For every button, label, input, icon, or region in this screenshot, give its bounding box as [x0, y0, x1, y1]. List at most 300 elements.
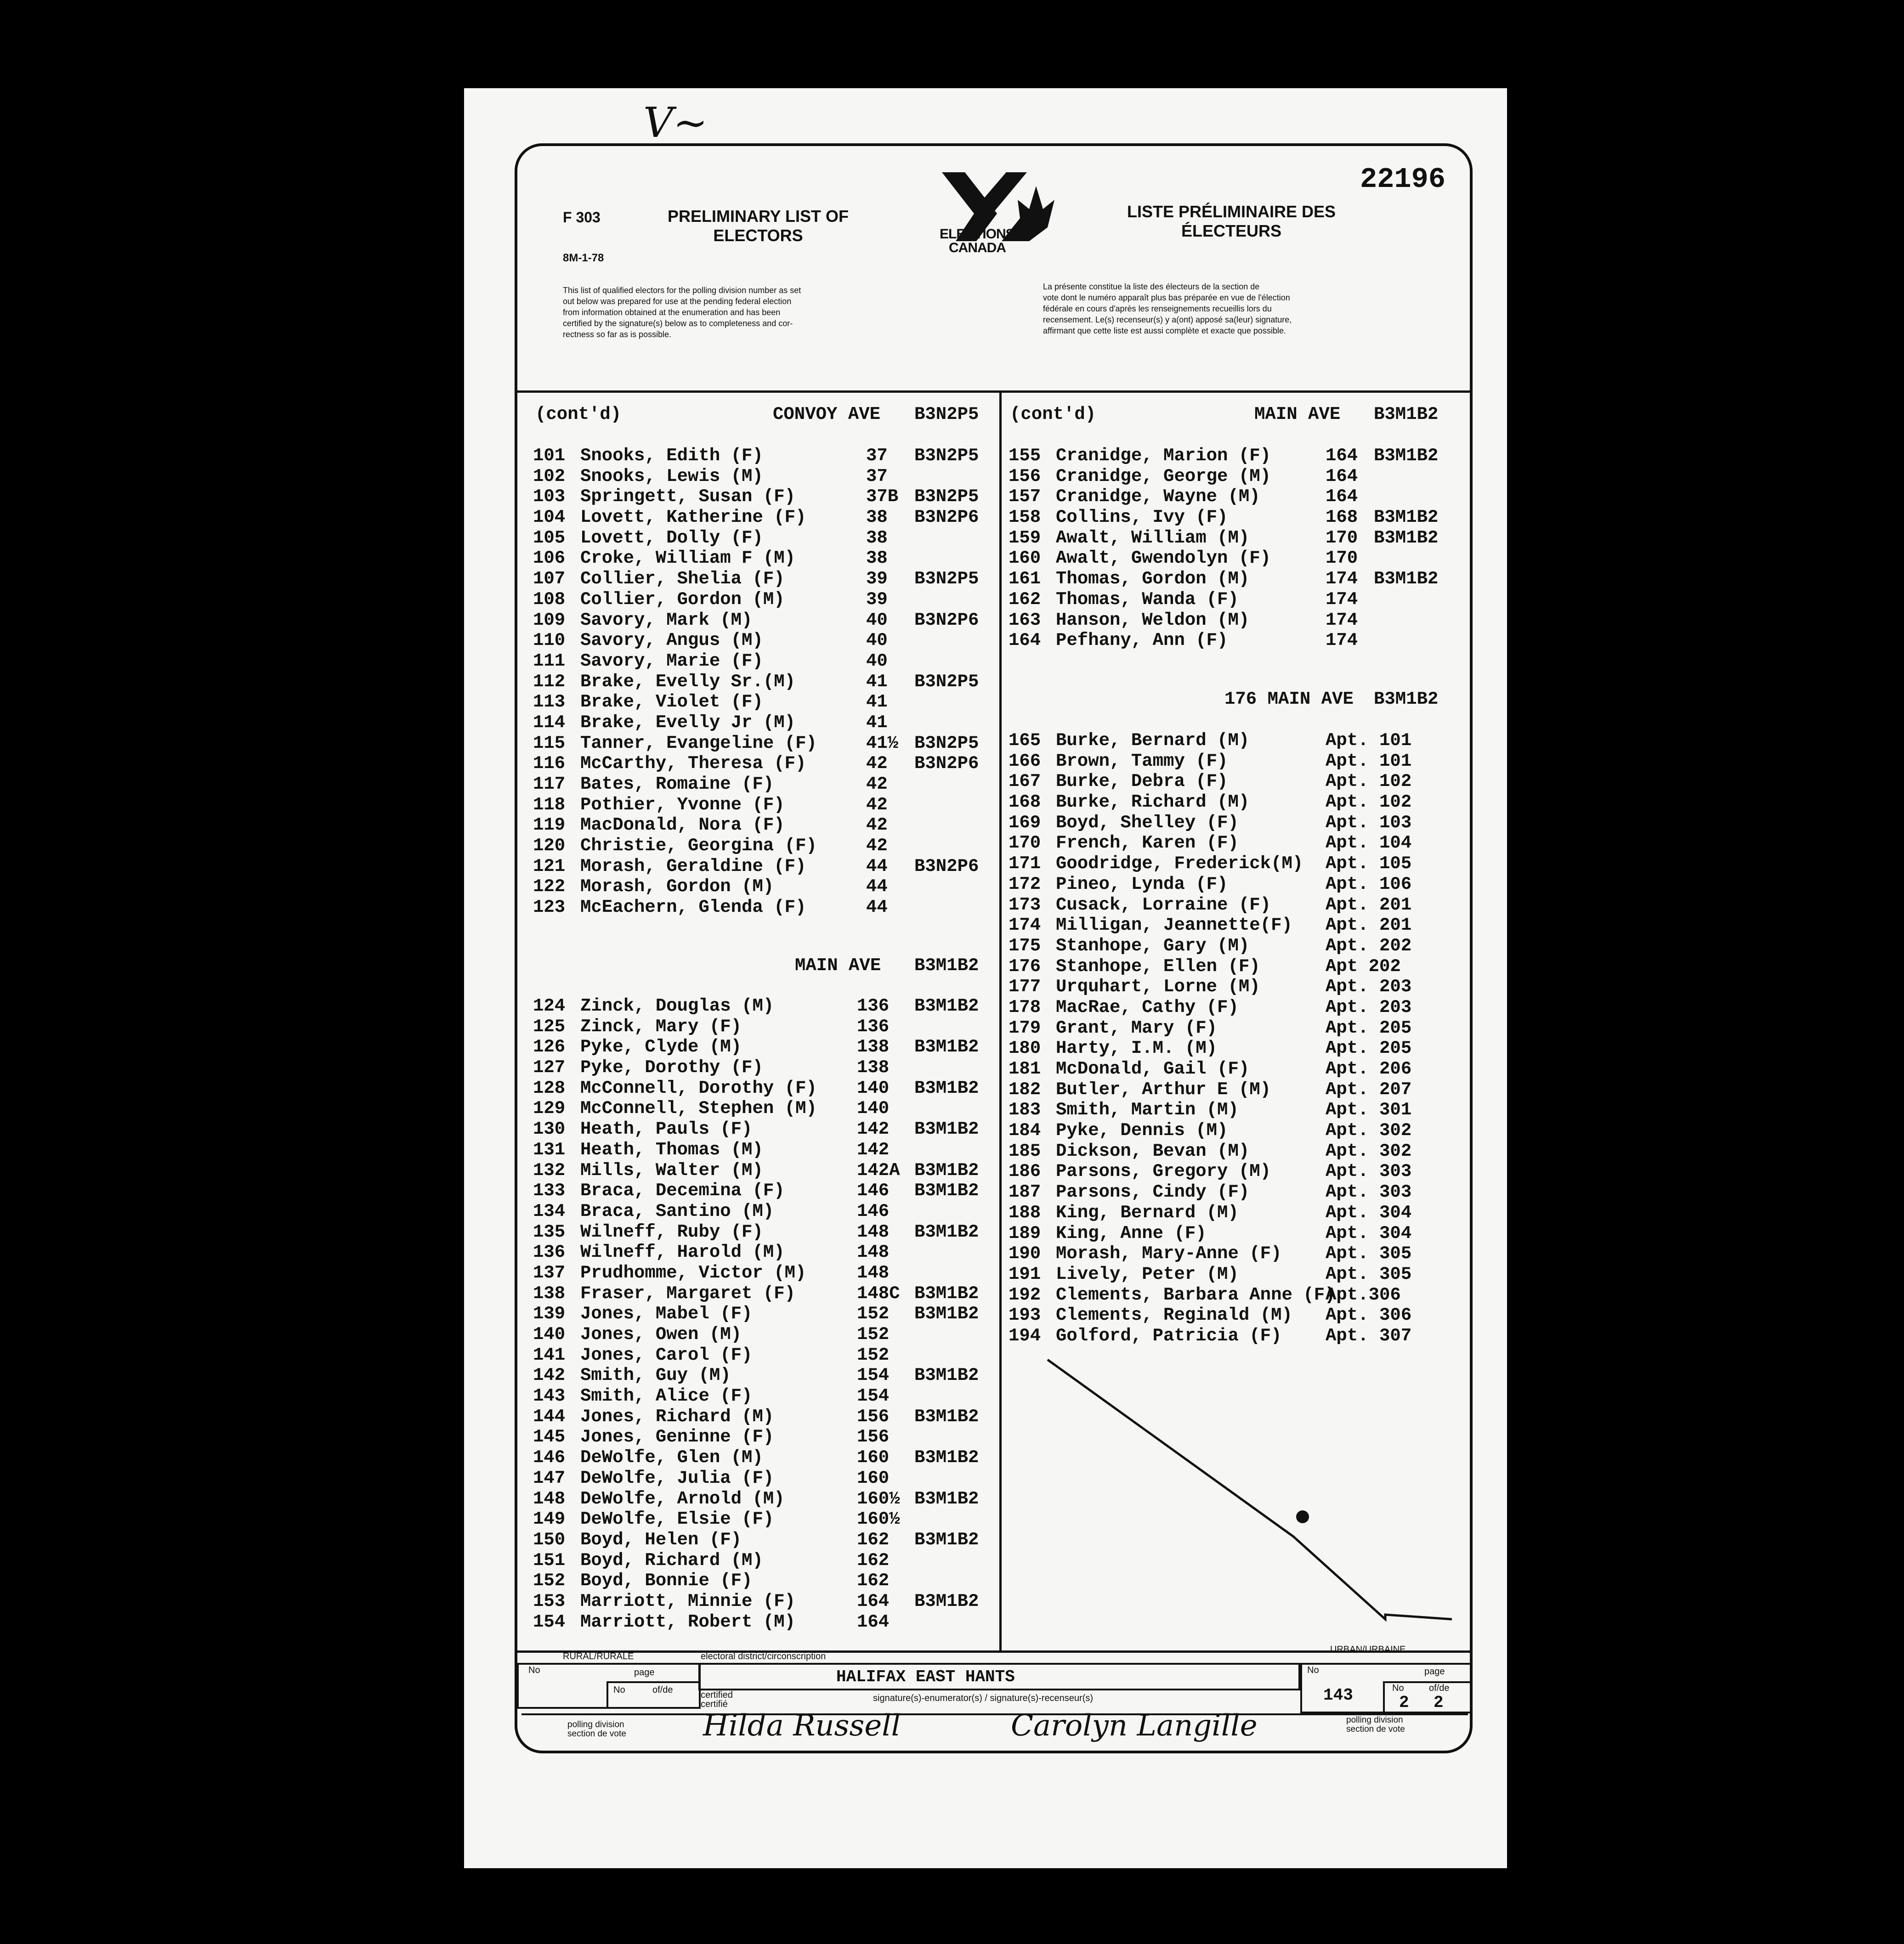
elector-number: 129 — [533, 1098, 566, 1119]
elector-number: 153 — [533, 1591, 566, 1611]
elector-number: 184 — [1009, 1120, 1041, 1141]
elector-number: 123 — [533, 897, 566, 918]
elector-number: 167 — [1009, 771, 1041, 792]
district-label: electoral district/circonscription — [701, 1651, 826, 1661]
elector-address: Apt. 101 — [1326, 751, 1412, 771]
elector-address: 136 — [857, 1016, 890, 1037]
elector-name: Boyd, Shelley (F) — [1056, 812, 1239, 833]
elector-address: 142A — [857, 1160, 900, 1181]
elector-number: 104 — [533, 507, 566, 528]
rural-page-label: page — [634, 1667, 655, 1678]
elector-name: Pineo, Lynda (F) — [1056, 874, 1228, 894]
elector-number: 158 — [1009, 507, 1041, 528]
elector-number: 137 — [533, 1262, 566, 1283]
left-cont-label: (cont'd) — [535, 404, 622, 424]
elector-number: 166 — [1009, 751, 1041, 771]
elector-number: 148 — [533, 1488, 566, 1509]
elector-name: Clements, Reginald (M) — [1056, 1305, 1292, 1326]
elector-address: 140 — [857, 1078, 890, 1098]
elector-address: 38 — [866, 507, 888, 528]
elector-name: Pyke, Dennis (M) — [1056, 1120, 1228, 1141]
elector-address: Apt.306 — [1326, 1284, 1401, 1305]
elector-name: Golford, Patricia (F) — [1056, 1325, 1282, 1346]
elector-name: Lovett, Katherine (F) — [580, 507, 806, 528]
elector-number: 139 — [533, 1304, 566, 1324]
right-cont-label: (cont'd) — [1010, 404, 1096, 424]
elector-address: Apt. 303 — [1326, 1182, 1412, 1203]
elector-number: 128 — [533, 1078, 566, 1098]
elector-name: Lively, Peter (M) — [1056, 1264, 1239, 1284]
elector-name: Fraser, Margaret (F) — [580, 1283, 796, 1304]
elector-address: Apt. 202 — [1326, 935, 1412, 956]
elector-address: 41 — [866, 712, 888, 733]
elections-canada-logo — [937, 168, 1057, 260]
elector-address: 170 — [1326, 548, 1358, 569]
elector-name: Pyke, Clyde (M) — [580, 1037, 742, 1057]
elector-name: Smith, Alice (F) — [580, 1386, 753, 1407]
elector-name: Morash, Gordon (M) — [580, 876, 774, 897]
elector-number: 145 — [533, 1427, 566, 1447]
elector-number: 190 — [1009, 1243, 1041, 1264]
elector-number: 116 — [533, 753, 566, 774]
polling-fr: section de vote — [1346, 1724, 1405, 1734]
elector-name: MacRae, Cathy (F) — [1056, 997, 1239, 1017]
certified-label — [701, 1690, 733, 1709]
elector-postal-code: B3M1B2 — [914, 1591, 979, 1611]
elector-postal-code: B3M1B2 — [914, 1181, 979, 1201]
elector-address: 152 — [857, 1304, 890, 1324]
elector-name: Wilneff, Ruby (F) — [580, 1221, 763, 1242]
elector-name: Prudhomme, Victor (M) — [580, 1262, 806, 1283]
elector-name: DeWolfe, Julia (F) — [580, 1468, 774, 1488]
form-number: 22196 — [1360, 163, 1446, 196]
elector-name: Snooks, Edith (F) — [580, 446, 763, 466]
polling-division-number: 143 — [1323, 1686, 1353, 1705]
elector-name: Milligan, Jeannette(F) — [1056, 915, 1292, 936]
elector-address: Apt. 201 — [1326, 915, 1412, 936]
title-english-line1: PRELIMINARY LIST OF — [667, 207, 849, 226]
elector-number: 186 — [1009, 1161, 1041, 1182]
title-french-line1: LISTE PRÉLIMINAIRE DES — [1127, 202, 1336, 221]
elector-postal-code: B3M1B2 — [1374, 507, 1439, 528]
elector-address: Apt. 102 — [1326, 792, 1412, 813]
intro-fr-line: La présente constitue la liste des électeurs de la section de — [1043, 282, 1260, 291]
elector-name: Savory, Marie (F) — [580, 650, 763, 671]
elector-address: 42 — [866, 794, 888, 815]
elector-name: Urquhart, Lorne (M) — [1056, 977, 1260, 997]
elector-address: 42 — [866, 774, 888, 794]
polling-division-label-right — [1346, 1716, 1405, 1734]
elector-address: Apt. 304 — [1326, 1202, 1412, 1223]
elector-number: 125 — [533, 1016, 566, 1037]
elector-name: Butler, Arthur E (M) — [1056, 1079, 1271, 1100]
elector-name: Clements, Barbara Anne (F) — [1056, 1284, 1336, 1305]
elector-number: 110 — [533, 630, 566, 651]
elector-address: 146 — [857, 1201, 890, 1221]
elector-name: MacDonald, Nora (F) — [580, 815, 785, 836]
elector-name: Heath, Pauls (F) — [580, 1119, 753, 1140]
elector-postal-code: B3N2P5 — [914, 486, 979, 507]
elector-address: Apt. 203 — [1326, 997, 1412, 1017]
elector-address: 156 — [857, 1427, 890, 1447]
elector-number: 146 — [533, 1447, 566, 1468]
elector-name: McEachern, Glenda (F) — [580, 897, 806, 918]
elector-number: 112 — [533, 671, 566, 692]
elector-number: 178 — [1009, 997, 1041, 1017]
elector-address: 140 — [857, 1098, 890, 1119]
elector-number: 118 — [533, 794, 566, 815]
elector-name: Boyd, Helen (F) — [580, 1529, 742, 1550]
elector-address: 40 — [866, 630, 888, 651]
elector-address: Apt. 205 — [1326, 1017, 1412, 1038]
elector-number: 135 — [533, 1221, 566, 1242]
elector-number: 102 — [533, 466, 566, 486]
elector-name: Awalt, Gwendolyn (F) — [1056, 548, 1271, 569]
elector-name: Pefhany, Ann (F) — [1056, 630, 1228, 651]
elector-number: 114 — [533, 712, 566, 733]
elector-number: 143 — [533, 1386, 566, 1407]
elector-address: 38 — [866, 548, 888, 569]
elector-address: 38 — [866, 527, 888, 548]
elector-name: Pyke, Dorothy (F) — [580, 1057, 763, 1078]
elector-address: Apt. 205 — [1326, 1038, 1412, 1059]
elector-number: 177 — [1009, 977, 1041, 997]
urban-page-label: page — [1424, 1667, 1445, 1677]
elector-address: Apt. 105 — [1326, 853, 1412, 874]
elector-address: 42 — [866, 753, 888, 774]
elector-number: 107 — [533, 569, 566, 589]
elector-number: 160 — [1009, 548, 1041, 569]
elector-address: 164 — [857, 1591, 890, 1611]
elector-address: 42 — [866, 815, 888, 836]
elector-name: Harty, I.M. (M) — [1056, 1038, 1218, 1059]
elector-address: 40 — [866, 650, 888, 671]
elector-number: 131 — [533, 1139, 566, 1160]
elector-number: 159 — [1009, 527, 1041, 548]
elector-name: Boyd, Richard (M) — [580, 1550, 763, 1571]
elector-address: 37B — [866, 486, 899, 507]
elector-number: 180 — [1009, 1038, 1041, 1059]
elector-name: Grant, Mary (F) — [1056, 1017, 1218, 1038]
certified-fr: certifié — [701, 1699, 728, 1709]
elector-address: 44 — [866, 856, 888, 876]
intro-en-line: out below was prepared for use at the pending federal election — [563, 297, 792, 306]
elector-address: Apt. 305 — [1326, 1243, 1412, 1264]
elector-number: 106 — [533, 548, 566, 569]
elector-number: 144 — [533, 1406, 566, 1427]
elector-address: 148 — [857, 1221, 890, 1242]
elector-name: Boyd, Bonnie (F) — [580, 1571, 753, 1591]
elector-name: King, Anne (F) — [1056, 1223, 1207, 1243]
elector-number: 152 — [533, 1571, 566, 1591]
signature-1: Hilda Russell — [703, 1709, 901, 1743]
elector-number: 176 — [1009, 956, 1041, 977]
elector-number: 101 — [533, 446, 566, 466]
title-french — [1112, 202, 1351, 241]
signature-baseline — [521, 1713, 1468, 1715]
elector-address: Apt. 203 — [1326, 977, 1412, 997]
elector-postal-code: B3N2P5 — [914, 733, 979, 753]
elector-address: Apt. 106 — [1326, 874, 1412, 894]
elector-name: Braca, Santino (M) — [580, 1201, 774, 1221]
elector-postal-code: B3M1B2 — [914, 1488, 979, 1509]
elector-name: Dickson, Bevan (M) — [1056, 1141, 1250, 1161]
elector-number: 156 — [1009, 466, 1041, 486]
elector-number: 174 — [1009, 915, 1041, 936]
logo-line1: ELECTIONS — [940, 226, 1014, 242]
elector-number: 154 — [533, 1611, 566, 1632]
elector-name: Marriott, Robert (M) — [580, 1611, 796, 1632]
left-postal-header: B3N2P5 — [914, 404, 979, 424]
elector-name: Zinck, Mary (F) — [580, 1016, 742, 1037]
left-postal2-header: B3M1B2 — [914, 955, 979, 976]
elector-name: Burke, Debra (F) — [1056, 771, 1228, 792]
elector-name: Smith, Guy (M) — [580, 1365, 731, 1386]
elector-address: 160½ — [857, 1509, 900, 1530]
elector-name: Marriott, Minnie (F) — [580, 1591, 796, 1611]
elector-postal-code: B3M1B2 — [1374, 527, 1439, 548]
elector-name: Collins, Ivy (F) — [1056, 507, 1228, 528]
elector-address: 40 — [866, 610, 888, 630]
elector-number: 109 — [533, 610, 566, 630]
title-english-line2: ELECTORS — [713, 226, 803, 245]
elector-address: Apt 202 — [1326, 956, 1401, 977]
elector-name: Hanson, Weldon (M) — [1056, 610, 1250, 630]
elector-address: Apt. 306 — [1326, 1305, 1412, 1326]
elector-address: Apt. 102 — [1326, 771, 1412, 792]
rural-no-label: No — [528, 1665, 540, 1675]
elector-postal-code: B3M1B2 — [914, 1365, 979, 1386]
elector-postal-code: B3N2P5 — [914, 671, 979, 692]
elector-address: Apt. 305 — [1326, 1264, 1412, 1284]
elector-address: 162 — [857, 1529, 890, 1550]
elector-number: 141 — [533, 1345, 566, 1365]
elector-name: DeWolfe, Elsie (F) — [580, 1509, 774, 1530]
elector-number: 133 — [533, 1181, 566, 1201]
polling-en: polling division — [567, 1720, 624, 1729]
elector-address: 148 — [857, 1242, 890, 1263]
handwritten-check-mark: V~ — [643, 99, 708, 147]
left-street-header: CONVOY AVE — [773, 404, 881, 424]
elector-name: Parsons, Cindy (F) — [1056, 1182, 1250, 1203]
elector-address: 152 — [857, 1345, 890, 1365]
elector-address: 160 — [857, 1447, 890, 1468]
title-english — [657, 207, 859, 245]
elector-name: Cranidge, George (M) — [1056, 466, 1271, 486]
elector-address: 164 — [857, 1611, 890, 1632]
elector-name: Mills, Walter (M) — [580, 1160, 763, 1181]
elector-number: 115 — [533, 733, 566, 753]
elector-address: 142 — [857, 1119, 890, 1140]
elector-name: Jones, Owen (M) — [580, 1324, 742, 1345]
elector-name: French, Karen (F) — [1056, 833, 1239, 853]
elector-postal-code: B3M1B2 — [1374, 569, 1439, 589]
elector-address: 162 — [857, 1571, 890, 1591]
intro-fr-line: recensement. Le(s) recenseur(s) y a(ont) apposé sa(leur) signature, — [1043, 315, 1292, 324]
elector-address: Apt. 302 — [1326, 1141, 1412, 1161]
elector-address: Apt. 303 — [1326, 1161, 1412, 1182]
intro-english — [563, 285, 801, 340]
elector-address: 174 — [1326, 589, 1358, 610]
elector-number: 120 — [533, 836, 566, 856]
elector-number: 194 — [1009, 1325, 1041, 1346]
intro-fr-line: affirmant que cette liste est aussi complète et exacte que possible. — [1043, 326, 1286, 335]
elector-address: 37 — [866, 446, 888, 466]
elector-postal-code: B3M1B2 — [914, 1406, 979, 1427]
elector-name: Jones, Richard (M) — [580, 1406, 774, 1427]
elector-number: 122 — [533, 876, 566, 897]
elector-address: 168 — [1326, 507, 1358, 528]
elector-number: 108 — [533, 589, 566, 610]
elector-number: 192 — [1009, 1284, 1041, 1305]
elector-postal-code: B3M1B2 — [914, 1304, 979, 1324]
elector-address: 142 — [857, 1139, 890, 1160]
elector-name: Braca, Decemina (F) — [580, 1181, 785, 1201]
elector-number: 136 — [533, 1242, 566, 1263]
elector-postal-code: B3N2P6 — [914, 610, 979, 630]
elector-postal-code: B3N2P6 — [914, 856, 979, 876]
elector-number: 173 — [1009, 894, 1041, 915]
intro-en-line: from information obtained at the enumeration and has been — [563, 308, 781, 317]
elector-address: 148 — [857, 1262, 890, 1283]
elector-name: Jones, Carol (F) — [580, 1345, 753, 1365]
elector-number: 127 — [533, 1057, 566, 1078]
elector-number: 185 — [1009, 1141, 1041, 1161]
right-postal2-header: B3M1B2 — [1374, 689, 1439, 709]
page-number: 2 — [1399, 1693, 1409, 1712]
elector-address: 160 — [857, 1468, 890, 1488]
elector-number: 155 — [1009, 446, 1041, 466]
elector-address: 138 — [857, 1037, 890, 1057]
elector-postal-code: B3M1B2 — [1374, 446, 1439, 466]
elector-number: 124 — [533, 996, 566, 1016]
elector-address: 174 — [1326, 610, 1358, 630]
elector-number: 117 — [533, 774, 566, 794]
left-street2-header: MAIN AVE — [795, 955, 881, 976]
column-divider — [999, 392, 1002, 1650]
elector-number: 113 — [533, 692, 566, 712]
elector-number: 111 — [533, 650, 566, 671]
elector-address: 146 — [857, 1181, 890, 1201]
elector-address: 162 — [857, 1550, 890, 1571]
elector-address: Apt. 307 — [1326, 1325, 1412, 1346]
elector-name: Cranidge, Wayne (M) — [1056, 486, 1260, 507]
elector-postal-code: B3N2P6 — [914, 753, 979, 774]
elector-address: 154 — [857, 1386, 890, 1407]
elector-name: Tanner, Evangeline (F) — [580, 733, 817, 753]
elector-name: Brown, Tammy (F) — [1056, 751, 1228, 771]
intro-en-line: rectness so far as is possible. — [563, 330, 672, 339]
elector-name: Cranidge, Marion (F) — [1056, 446, 1271, 466]
elector-name: Brake, Evelly Jr (M) — [580, 712, 796, 733]
elector-name: Savory, Mark (M) — [580, 610, 753, 630]
elector-number: 140 — [533, 1324, 566, 1345]
urban-page-no-label: No — [1392, 1683, 1404, 1693]
elector-number: 189 — [1009, 1223, 1041, 1243]
elector-name: King, Bernard (M) — [1056, 1202, 1239, 1223]
elector-address: 37 — [866, 466, 888, 486]
elector-number: 162 — [1009, 589, 1041, 610]
certified-en: certified — [701, 1690, 733, 1700]
elector-name: Collier, Gordon (M) — [580, 589, 785, 610]
elector-address: 39 — [866, 589, 888, 610]
elector-name: Jones, Mabel (F) — [580, 1304, 753, 1324]
elector-address: 136 — [857, 996, 890, 1016]
elector-number: 171 — [1009, 853, 1041, 874]
elector-postal-code: B3N2P6 — [914, 507, 979, 528]
elector-name: McConnell, Stephen (M) — [580, 1098, 817, 1119]
elector-name: Cusack, Lorraine (F) — [1056, 894, 1271, 915]
elector-address: Apt. 304 — [1326, 1223, 1412, 1243]
elector-address: 174 — [1326, 630, 1358, 651]
elector-number: 149 — [533, 1509, 566, 1530]
right-street2-header: 176 MAIN AVE — [1224, 689, 1354, 709]
elector-name: Bates, Romaine (F) — [580, 774, 774, 794]
elector-name: Heath, Thomas (M) — [580, 1139, 763, 1160]
elector-address: Apt. 301 — [1326, 1100, 1412, 1120]
elector-number: 134 — [533, 1201, 566, 1221]
elector-address: 138 — [857, 1057, 890, 1078]
elector-address: Apt. 207 — [1326, 1079, 1412, 1100]
elector-name: Burke, Richard (M) — [1056, 792, 1250, 813]
elector-name: Stanhope, Ellen (F) — [1056, 956, 1260, 977]
rural-of-label: of/de — [652, 1685, 673, 1695]
elector-name: Stanhope, Gary (M) — [1056, 935, 1250, 956]
elector-address: 174 — [1326, 569, 1358, 589]
elector-address: 152 — [857, 1324, 890, 1345]
intro-french — [1043, 281, 1292, 336]
elector-postal-code: B3M1B2 — [914, 1078, 979, 1098]
rural-label: RURAL/RURALE — [563, 1651, 634, 1661]
elector-name: Awalt, William (M) — [1056, 527, 1250, 548]
elector-address: Apt. 101 — [1326, 730, 1412, 751]
elector-postal-code: B3N2P5 — [914, 569, 979, 589]
elector-number: 179 — [1009, 1017, 1041, 1038]
elector-address: 154 — [857, 1365, 890, 1386]
title-french-line2: ÉLECTEURS — [1181, 221, 1282, 240]
elector-postal-code: B3M1B2 — [914, 1529, 979, 1550]
elector-postal-code: B3M1B2 — [914, 1447, 979, 1468]
elector-name: Parsons, Gregory (M) — [1056, 1161, 1271, 1182]
footer-divider — [517, 1650, 1470, 1653]
elector-number: 181 — [1009, 1059, 1041, 1079]
elector-number: 119 — [533, 815, 566, 836]
logo-wordmark — [940, 227, 1014, 255]
urban-of-label: of/de — [1429, 1683, 1450, 1693]
elector-address: Apt. 206 — [1326, 1059, 1412, 1079]
elector-number: 187 — [1009, 1182, 1041, 1203]
elector-number: 126 — [533, 1037, 566, 1057]
elector-number: 172 — [1009, 874, 1041, 894]
elector-address: 41 — [866, 692, 888, 712]
elector-name: Wilneff, Harold (M) — [580, 1242, 785, 1263]
elector-number: 150 — [533, 1529, 566, 1550]
elector-name: McCarthy, Theresa (F) — [580, 753, 806, 774]
elector-name: Smith, Martin (M) — [1056, 1100, 1239, 1120]
elector-address: 170 — [1326, 527, 1358, 548]
elector-address: 44 — [866, 897, 888, 918]
elector-name: McDonald, Gail (F) — [1056, 1059, 1250, 1079]
district-name: HALIFAX EAST HANTS — [836, 1667, 1015, 1686]
page-total: 2 — [1434, 1693, 1444, 1712]
elector-name: Snooks, Lewis (M) — [580, 466, 763, 486]
elector-address: 164 — [1326, 466, 1358, 486]
elector-postal-code: B3M1B2 — [914, 1119, 979, 1140]
elector-number: 182 — [1009, 1079, 1041, 1100]
form-revision: 8M-1-78 — [563, 252, 604, 264]
elector-address: 164 — [1326, 486, 1358, 507]
elector-postal-code: B3M1B2 — [914, 1221, 979, 1242]
